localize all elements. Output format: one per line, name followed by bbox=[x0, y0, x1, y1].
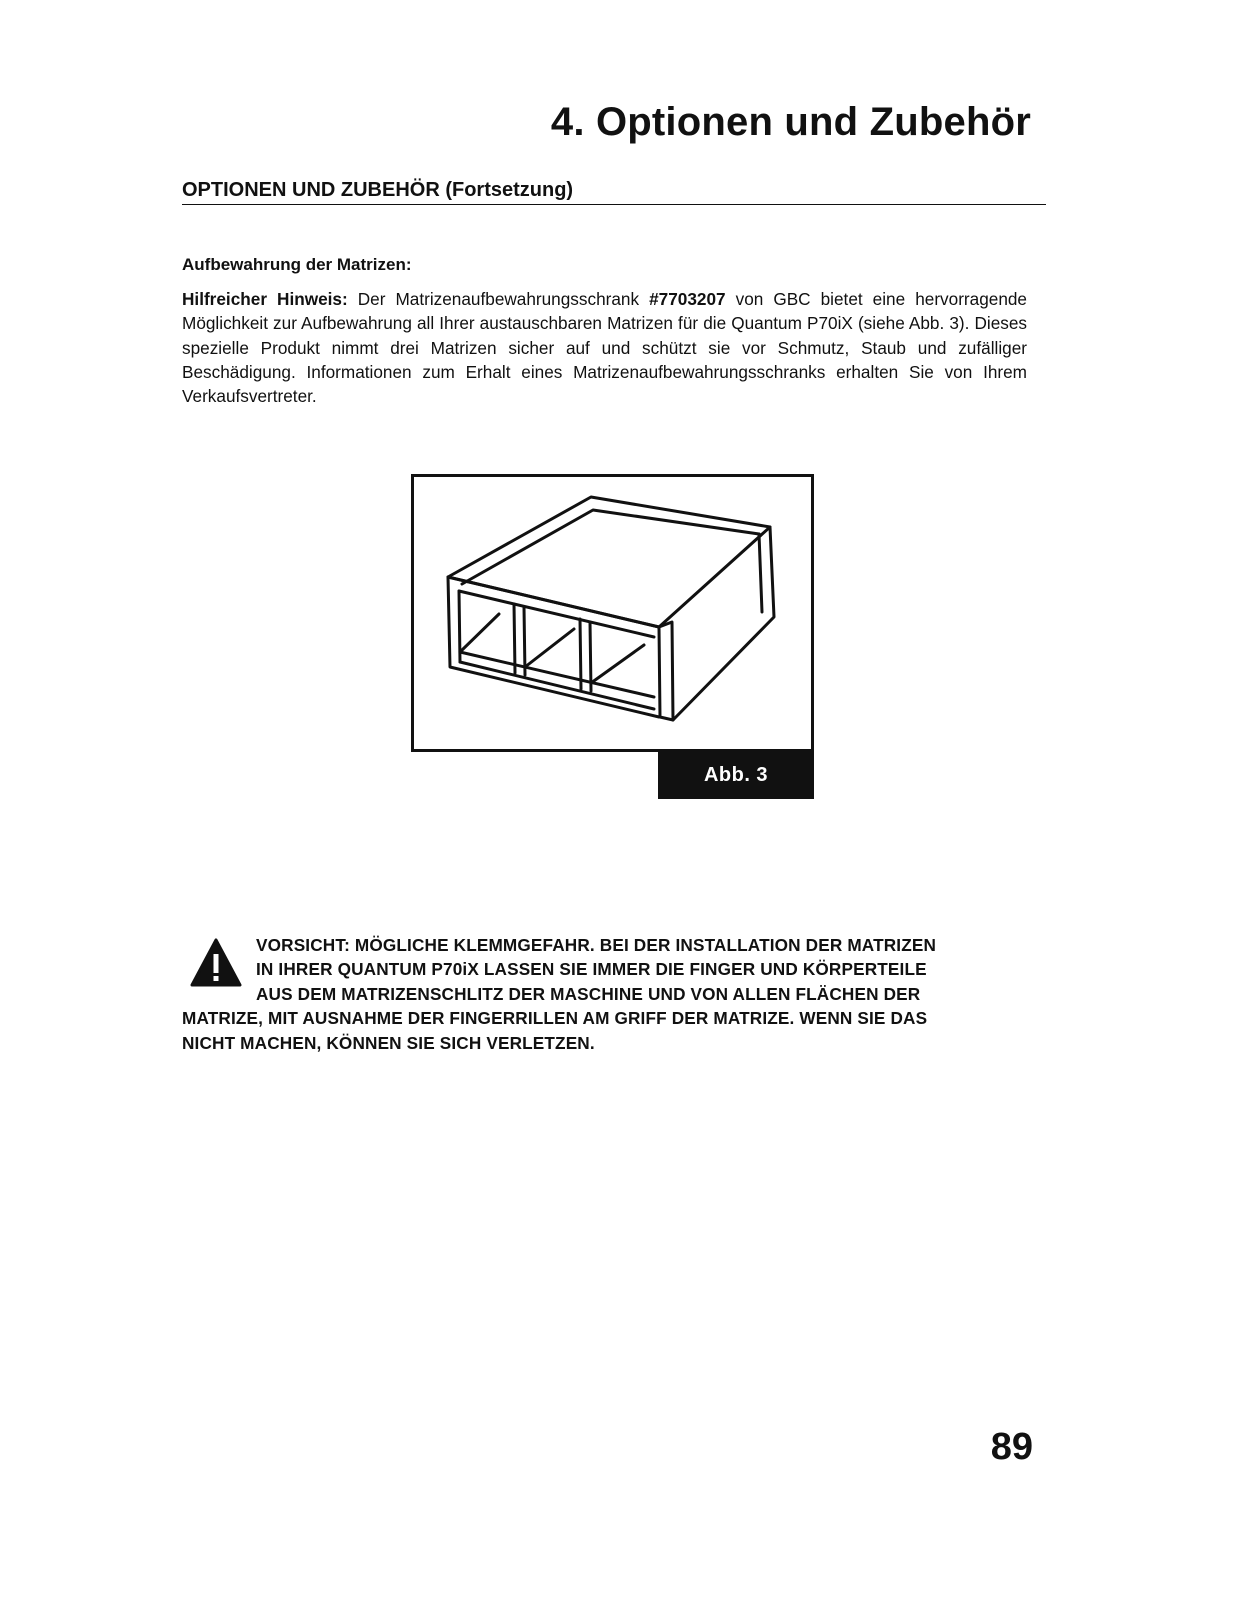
hint-paragraph bbox=[182, 287, 1027, 408]
product-number: #7703207 bbox=[649, 289, 726, 309]
hint-label: Hilfreicher Hinweis: bbox=[182, 289, 348, 309]
hint-text-part-1: Der Matrizenaufbewahrungsschrank bbox=[347, 289, 650, 309]
warning-line-5: NICHT MACHEN, KÖNNEN SIE SICH VERLETZEN. bbox=[182, 1032, 595, 1053]
sub-heading: Aufbewahrung der Matrizen: bbox=[182, 255, 412, 274]
warning-block bbox=[182, 933, 1042, 1063]
warning-triangle-icon bbox=[190, 937, 242, 989]
warning-line-1: VORSICHT: MÖGLICHE KLEMMGEFAHR. BEI DER INSTALLATION DER MATRIZEN bbox=[256, 935, 937, 955]
page-number: 89 bbox=[990, 1426, 1033, 1468]
section-heading: OPTIONEN UND ZUBEHÖR (Fortsetzung) bbox=[182, 179, 1046, 205]
hint-text-part-2: von GBC bietet eine hervorragende Möglichkeit zur Aufbewahrung all Ihrer austauschbaren Matrizen für die Quantum P70iX (siehe Abb. 3). Dieses spezielle Produkt nimmt drei Matrizen sicher auf und schützt sie vor Schmutz, Staub und zufälliger Beschädigung. Informationen zum Erhalt eines Matrizenaufbewahrungsschranks erhalten Sie von Ihrem Verkaufsvertreter. bbox=[182, 289, 1027, 407]
warning-line-4: MATRIZE, MIT AUSNAHME DER FINGERRILLEN AM GRIFF DER MATRIZE. WENN SIE DAS bbox=[182, 1008, 928, 1029]
figure-frame bbox=[411, 474, 814, 752]
storage-cabinet-drawing-icon bbox=[414, 477, 811, 749]
figure bbox=[411, 474, 814, 800]
warning-text bbox=[182, 933, 1042, 1055]
warning-line-3: AUS DEM MATRIZENSCHLITZ DER MASCHINE UND VON ALLEN FLÄCHEN DER bbox=[256, 983, 921, 1004]
chapter-title: 4. Optionen und Zubehör bbox=[550, 100, 1031, 144]
warning-line-2: IN IHRER QUANTUM P70iX LASSEN SIE IMMER DIE FINGER UND KÖRPERTEILE bbox=[256, 959, 927, 980]
figure-caption: Abb. 3 bbox=[658, 751, 814, 799]
